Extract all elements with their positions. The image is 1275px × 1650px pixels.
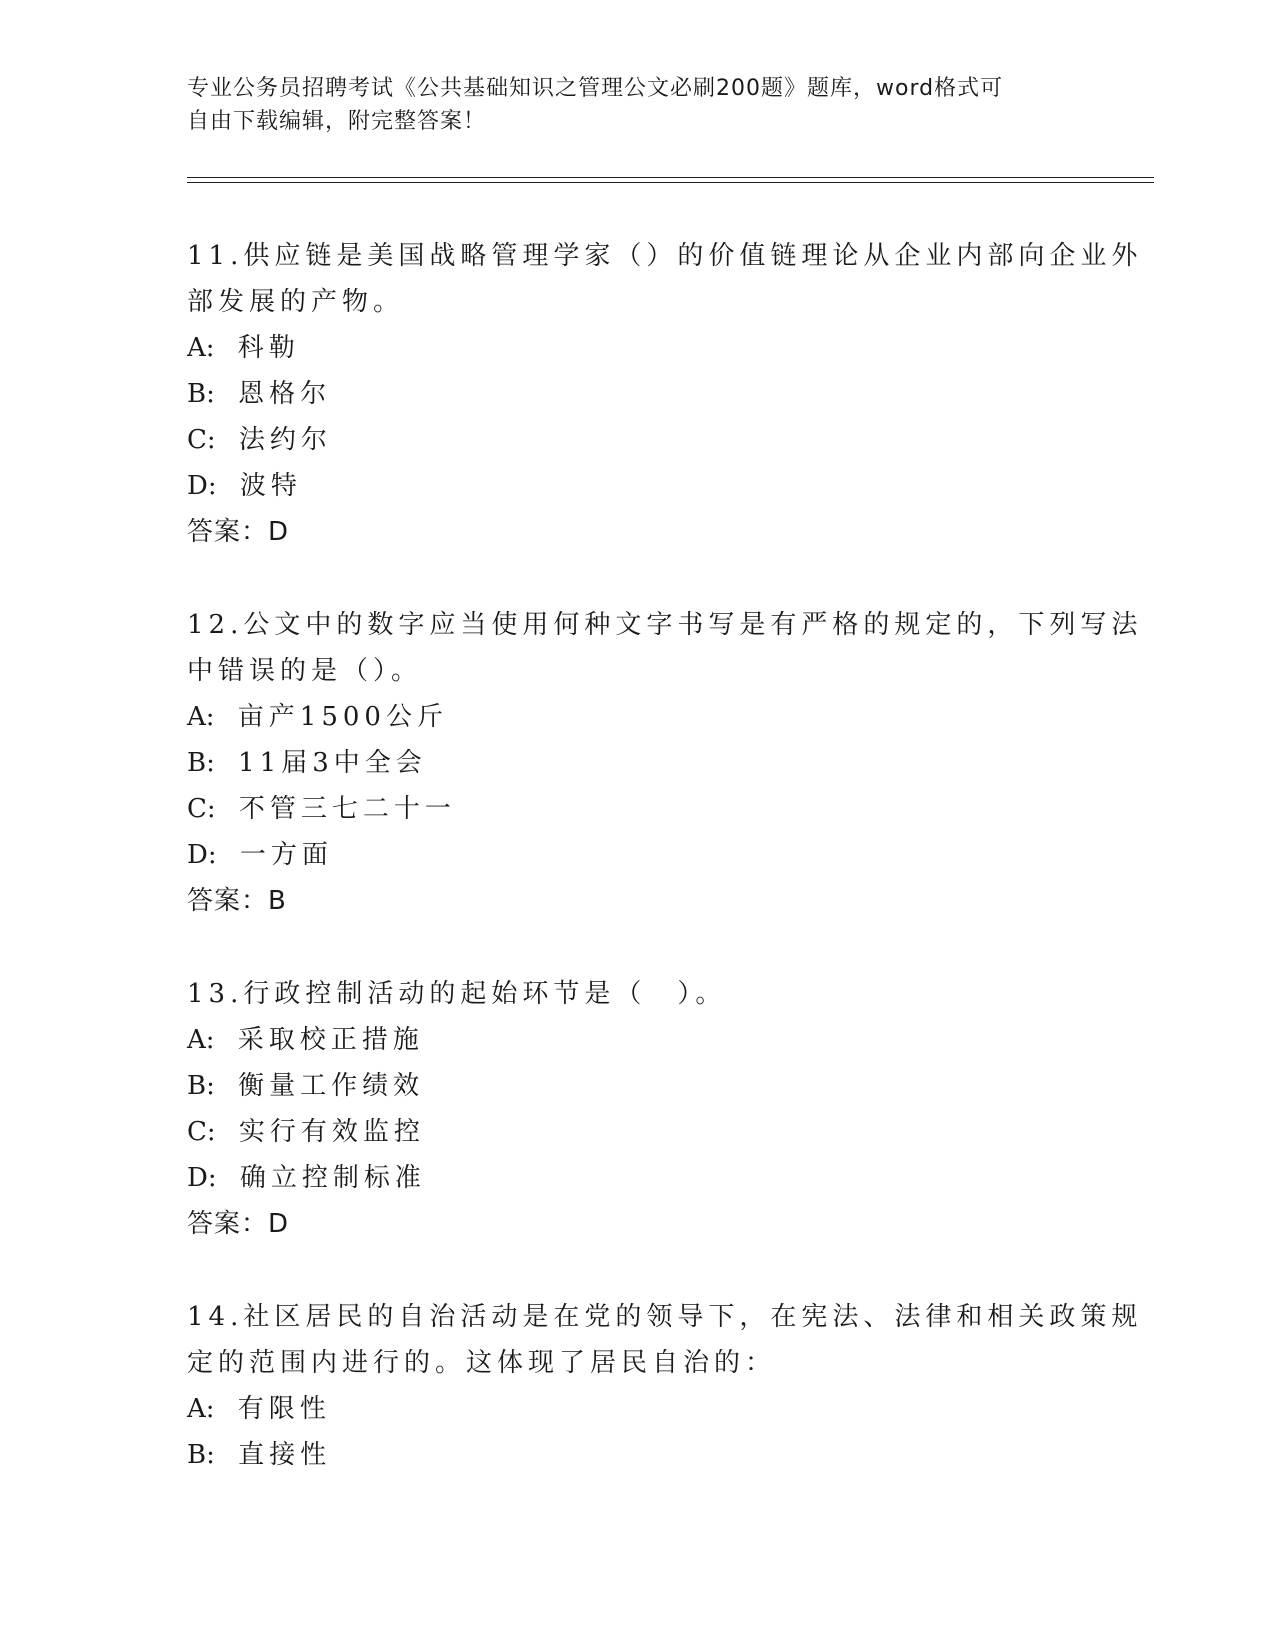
question-stem-line: 14.社区居民的自治活动是在党的领导下，在宪法、法律和相关政策规 xyxy=(187,1302,1143,1332)
option-letter: C xyxy=(187,794,207,824)
answer-line: 答案：B xyxy=(187,886,287,916)
question-stem-line: 12.公文中的数字应当使用何种文字书写是有严格的规定的，下列写法 xyxy=(187,610,1143,640)
question-stem xyxy=(187,971,1087,1017)
question-stem-line: 定的范围内进行的。这体现了居民自治的： xyxy=(187,1348,777,1378)
header-line-1: 专业公务员招聘考试《公共基础知识之管理公文必刷200题》题库，word格式可 xyxy=(187,76,1004,101)
question-list xyxy=(187,233,1143,1525)
option-letter: C xyxy=(187,1117,207,1147)
option-b: B: 恩格尔 xyxy=(187,379,332,409)
option-c: C: 法约尔 xyxy=(187,425,332,455)
option-a: A: 科勒 xyxy=(187,333,300,363)
option-text: 法约尔 xyxy=(238,425,332,455)
question-11 xyxy=(187,233,1143,555)
option-letter: B xyxy=(187,1440,207,1470)
header-divider-bottom xyxy=(187,182,1154,183)
option-letter: D xyxy=(187,840,208,870)
header-divider-top xyxy=(187,177,1154,178)
option-letter: B xyxy=(187,379,207,409)
option-text: 波特 xyxy=(239,471,302,501)
option-a: A: 有限性 xyxy=(187,1394,331,1424)
option-a: A: 亩产1500公斤 xyxy=(187,702,448,732)
option-c: C: 实行有效监控 xyxy=(187,1117,425,1147)
option-text: 科勒 xyxy=(237,333,300,363)
option-d: D: 波特 xyxy=(187,471,302,501)
answer-line: 答案：D xyxy=(187,517,290,547)
question-stem-line: 中错误的是（）。 xyxy=(187,656,423,686)
option-b: B: 衡量工作绩效 xyxy=(187,1071,425,1101)
option-text: 亩产1500公斤 xyxy=(237,702,448,732)
document-header-note xyxy=(187,72,1087,138)
question-13 xyxy=(187,971,1087,1247)
option-text: 恩格尔 xyxy=(238,379,332,409)
option-text: 有限性 xyxy=(237,1394,331,1424)
option-c: C: 不管三七二十一 xyxy=(187,794,456,824)
question-14 xyxy=(187,1294,1143,1478)
option-b: B: 11届3中全会 xyxy=(187,748,427,778)
option-letter: A xyxy=(187,702,206,732)
option-letter: D xyxy=(187,471,208,501)
option-letter: A xyxy=(187,333,206,363)
option-b: B: 直接性 xyxy=(187,1440,332,1470)
question-stem-line: 部发展的产物。 xyxy=(187,287,405,317)
option-letter: B xyxy=(187,1071,207,1101)
option-text: 直接性 xyxy=(238,1440,332,1470)
option-text: 不管三七二十一 xyxy=(238,794,456,824)
option-letter: C xyxy=(187,425,207,455)
option-letter: D xyxy=(187,1163,208,1193)
header-line-2: 自由下载编辑，附完整答案！ xyxy=(187,109,487,134)
option-d: D: 确立控制标准 xyxy=(187,1163,426,1193)
option-text: 衡量工作绩效 xyxy=(238,1071,425,1101)
option-letter: A xyxy=(187,1394,206,1424)
option-text: 采取校正措施 xyxy=(237,1025,424,1055)
question-stem-line: 13.行政控制活动的起始环节是（ ）。 xyxy=(187,979,727,1009)
question-stem xyxy=(187,602,1143,694)
option-text: 实行有效监控 xyxy=(238,1117,425,1147)
option-text: 11届3中全会 xyxy=(238,748,427,778)
option-letter: B xyxy=(187,748,207,778)
question-stem xyxy=(187,233,1143,325)
question-12 xyxy=(187,602,1143,924)
option-text: 确立控制标准 xyxy=(239,1163,426,1193)
question-stem-line: 11.供应链是美国战略管理学家（）的价值链理论从企业内部向企业外 xyxy=(187,241,1143,271)
answer-line: 答案：D xyxy=(187,1209,290,1239)
option-d: D: 一方面 xyxy=(187,840,333,870)
option-text: 一方面 xyxy=(239,840,333,870)
option-letter: A xyxy=(187,1025,206,1055)
option-a: A: 采取校正措施 xyxy=(187,1025,424,1055)
question-stem xyxy=(187,1294,1143,1386)
